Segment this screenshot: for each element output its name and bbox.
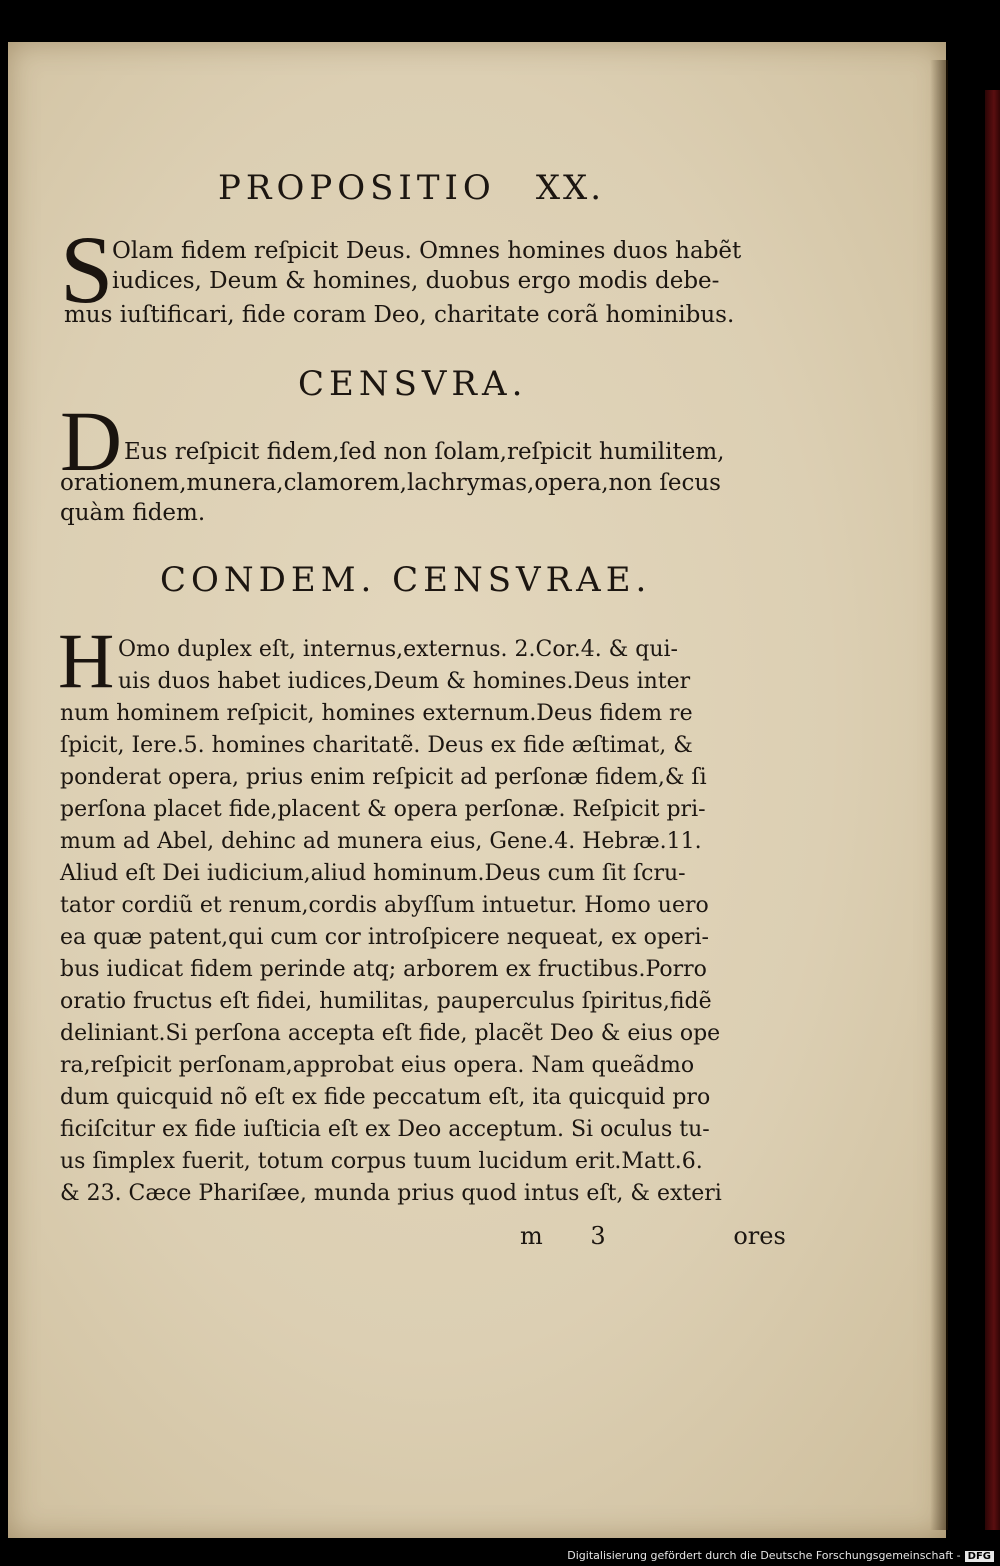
proposition-line: iudices, Deum & homines, duobus ergo modis debe-: [112, 268, 720, 294]
condem-dropcap: H: [58, 617, 115, 704]
digitization-credit: [567, 1549, 994, 1562]
condem-line: ficiſcitur ex fide iuſticia eſt ex Deo acceptum. Si oculus tu-: [60, 1117, 710, 1142]
signature-number: 3: [590, 1222, 606, 1250]
condem-paragraph-head: [118, 634, 778, 698]
condem-line: us ſimplex fuerit, totum corpus tuum lucidum erit.Matt.6.: [60, 1149, 703, 1174]
proposition-dropcap: S: [60, 216, 114, 323]
condem-line: ra,reſpicit perſonam,approbat eius opera. Nam queãdmo: [60, 1053, 695, 1078]
proposition-paragraph-last: [64, 300, 784, 330]
condem-line: Aliud eſt Dei iudicium,aliud hominum.Deus cum ſit ſcru-: [60, 861, 686, 886]
censura-paragraph: [124, 437, 784, 467]
censura-line: quàm fidem.: [60, 500, 206, 526]
catchword: ores: [733, 1222, 786, 1250]
condem-line: dum quicquid nõ eſt ex fide peccatum eſt, ita quicquid pro: [60, 1085, 711, 1110]
condem-line: tator cordiũ et renum,cordis abyſſum intuetur. Homo uero: [60, 893, 709, 918]
credit-text: Digitalisierung gefördert durch die Deutsche Forschungsgemeinschaft -: [567, 1549, 961, 1562]
page-footer: [520, 1222, 786, 1250]
running-head-number: XX.: [535, 168, 605, 208]
running-head-title: PROPOSITIO: [218, 168, 496, 208]
condem-line: bus iudicat fidem perinde atq; arborem ex fructibus.Porro: [60, 957, 707, 982]
condem-line: uis duos habet iudices,Deum & homines.Deus inter: [118, 669, 691, 694]
condem-line: ea quæ patent,qui cum cor introſpicere nequeat, ex operi-: [60, 925, 709, 950]
condem-line: & 23. Cæce Phariſæe, munda prius quod intus eſt, & exteri: [60, 1181, 722, 1206]
condem-heading: CONDEM. CENSVRAE.: [160, 560, 652, 600]
condem-line: ſpicit, Iere.5. homines charitatẽ. Deus ex fide æſtimat, &: [60, 733, 693, 758]
binding-edge: [985, 90, 1000, 1530]
condem-line: deliniant.Si perſona accepta eſt fide, placẽt Deo & eius ope: [60, 1021, 721, 1046]
censura-dropcap: D: [60, 393, 123, 489]
signature-mark: m: [520, 1222, 543, 1250]
condem-line: num hominem reſpicit, homines externum.Deus fidem re: [60, 701, 693, 726]
condem-line: perſona placet fide,placent & opera perſonæ. Reſpicit pri-: [60, 797, 706, 822]
condem-line: mum ad Abel, dehinc ad munera eius, Gene.4. Hebræ.11.: [60, 829, 702, 854]
censura-paragraph-cont: [60, 468, 784, 528]
censura-line: Eus reſpicit fidem,ſed non ſolam,reſpicit humilitem,: [124, 439, 725, 465]
condem-paragraph-body: [60, 698, 790, 1210]
running-head: [218, 168, 604, 208]
dfg-logo: DFG: [965, 1551, 994, 1562]
condem-line: oratio fructus eſt fidei, humilitas, pauperculus ſpiritus,fidẽ: [60, 989, 712, 1014]
proposition-paragraph: [112, 236, 792, 296]
proposition-line: mus iuſtificari, fide coram Deo, charitate corã hominibus.: [64, 302, 735, 328]
censura-line: orationem,munera,clamorem,lachrymas,opera,non ſecus: [60, 470, 721, 496]
proposition-line: Olam fidem reſpicit Deus. Omnes homines duos habẽt: [112, 238, 742, 264]
censura-heading: CENSVRA.: [298, 364, 528, 404]
condem-line: Omo duplex eſt, internus,externus. 2.Cor.4. & qui-: [118, 637, 678, 662]
page-edge-shadow: [930, 60, 948, 1530]
condem-line: ponderat opera, prius enim reſpicit ad perſonæ fidem,& ſi: [60, 765, 707, 790]
